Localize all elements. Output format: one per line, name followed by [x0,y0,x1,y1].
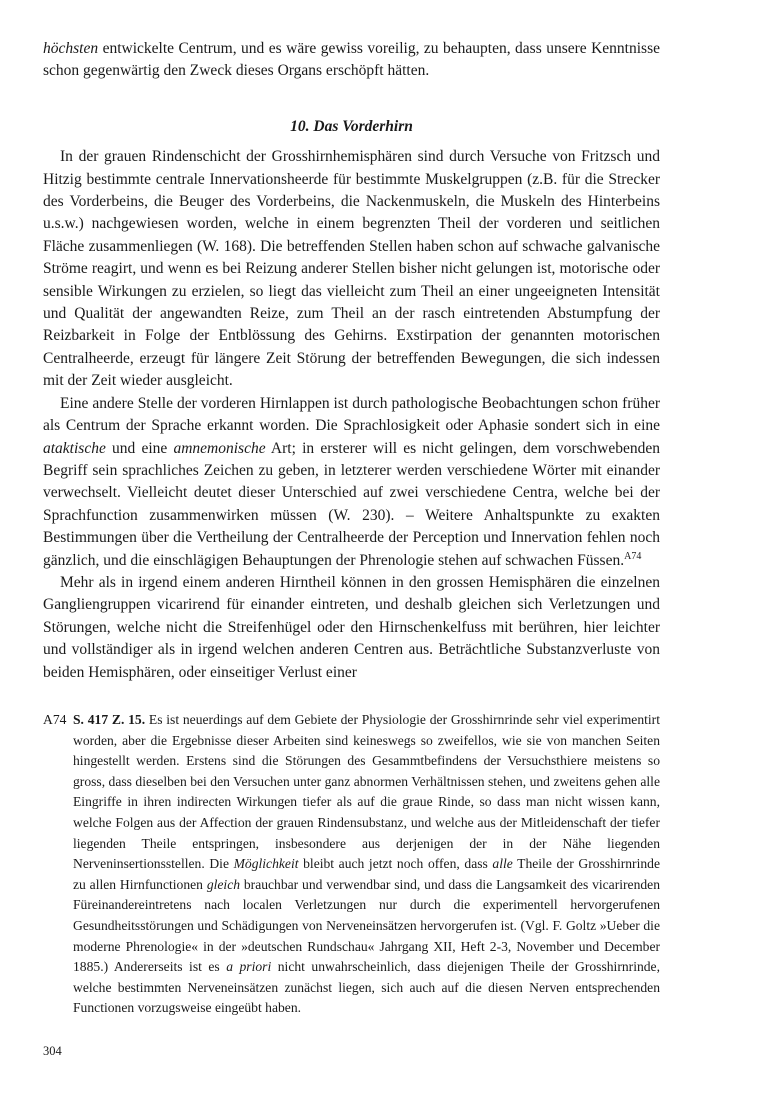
text-run: Art; in ersterer will es nicht gelingen, dem vorschwebenden Begriff sein sprachliches Zeichen zu geben, in letzterer werden verschiedene Wörter mit einander verwechselt. Vielleicht deutet dieser Unterschied auf zwei verschiedene Centra, welche bei der Sprachfunction zusammenwirken müssen (W. 230). – Weitere Anhaltspunkte zu exakten Bestimmungen über die Vertheilung der Centralheerde der Perception und Innervation fehlen noch gänzlich, und die einschlägigen Behauptungen der Phrenologie stehen auf schwachen Füssen. [43,439,660,569]
emphasis: alle [492,856,513,872]
footnote-marker: A74 [624,550,642,562]
endnote-reference: S. 417 Z. 15. [73,712,146,727]
emphasis: ataktische [43,439,106,457]
text-run: Theile der Grosshirnrinde zu allen Hirnfunctionen [73,856,660,892]
paragraph-3: Mehr als in irgend einem anderen Hirntheil können in den grossen Hemisphären die einzelnen Gangliengruppen vicarirend für einander eintreten, und deshalb gleichen sich Verletzungen und Störungen, welche nicht die Streifenhügel oder den Hirnschenkelfuss mit berühren, hier leichter und vollständiger als in irgend welchen anderen Centren aus. Beträchtliche Substanzverluste von beiden Hemisphären, oder einseitiger Verlust einer [43,573,660,681]
endnote-section [43,710,660,1019]
text-run: entwickelte Centrum, und es wäre gewiss voreilig, zu behaupten, dass unsere Kenntnisse schon gegenwärtig den Zweck dieses Organs erschöpft hätten. [43,40,660,80]
emphasis: Möglichkeit [233,856,299,872]
emphasis: a priori [226,959,272,975]
endnote-a74 [43,710,660,1019]
page-number: 304 [43,1044,62,1058]
emphasis: gleich [206,876,241,892]
main-text [43,38,660,684]
intro-paragraph [43,38,660,83]
paragraph-2 [43,393,660,572]
text-run: nicht unwahrscheinlich, dass diejenigen Theile der Grosshirnrinde, welche bestimmten Nerveneinsätzen zunächst liegen, sich auch auf die diesen Nerven entsprechenden Functionen vorzugsweise eingeübt haben. [73,959,660,1016]
text-run: brauchbar und verwendbar sind, und dass die Langsamkeit des vicarirenden Füreinandereintretens nach localen Verletzungen nur durch die experimentell hervorgerufenen Gesundheitsstörungen und Schädigungen von Nerveneinsätzen hervorgerufen ist. (Vgl. F. Goltz »Ueber die moderne Phrenologie« in der »deutschen Rundschau« Jahrgang XII, Heft 2-3, November und December 1885.) Andererseits ist es [73,876,660,975]
endnote-label: A74 [43,712,67,727]
paragraph-1: In der grauen Rindenschicht der Grosshirnhemisphären sind durch Versuche von Fritzsch und Hitzig bestimmte centrale Innervationsheerde für bestimmte Muskelgruppen (z.B. für die Strecker des Vorderbeins, die Beuger des Vorderbeins, die Nackenmuskeln, die Muskeln des Hinterbeins u.s.w.) nachgewiesen worden, welche in einem begrenzten Theil der vorderen und seitlichen Fläche zusammenliegen (W. 168). Die betreffenden Stellen haben schon auf schwache galvanische Ströme reagirt, und wenn es bei Reizung anderer Stellen bisher nicht gelungen ist, motorische oder sensible Wirkungen zu erzielen, so liegt das vielleicht zum Theil an einer ungeeigneten Intensität und Qualität der angewandten Reize, zum Theil an der rasch eintretenden Abstumpfung der Reizbarkeit in Folge der Entblössung des Gehirns. Exstirpation der genannten motorischen Centralheerde, erzeugt für längere Zeit Störung der betreffenden Bewegungen, die sich indessen mit der Zeit wieder ausgleicht. [43,148,660,390]
section-heading: 10. Das Vorderhirn [290,117,413,135]
emphasis: amnemonische [173,439,266,457]
text-run: und eine [105,439,174,457]
text-run: bleibt auch jetzt noch offen, dass [298,856,493,872]
emphasis: höchsten [43,40,99,57]
text-run: Es ist neuerdings auf dem Gebiete der Physiologie der Grosshirnrinde sehr viel experimentirt worden, aber die Ergebnisse dieser Arbeiten sind keineswegs so zweifellos, wie sie von manchen Seiten hingestellt werden. Erstens sind die Störungen des Gesammtbefindens der Versuchsthiere meistens so gross, dass dieselben bei den Versuchen unter ganz abnormen Verhältnissen stehen, und zweitens gehen alle Eingriffe in ihren indirecten Wirkungen tiefer als auf die graue Rinde, so dass man nicht wissen kann, welche Folgen aus der Affection der grauen Rindensubstanz, und welche aus der Mitleidenschaft der tiefer liegenden Theile entspringen, insbesondere aus derjenigen der in der Nähe liegenden Nerveninsertionsstellen. Die [73,712,660,872]
text-run: Eine andere Stelle der vorderen Hirnlappen ist durch pathologische Beobachtungen schon früher als Centrum der Sprache erkannt worden. Die Sprachlosigkeit oder Aphasie sondert sich in eine [43,394,660,435]
